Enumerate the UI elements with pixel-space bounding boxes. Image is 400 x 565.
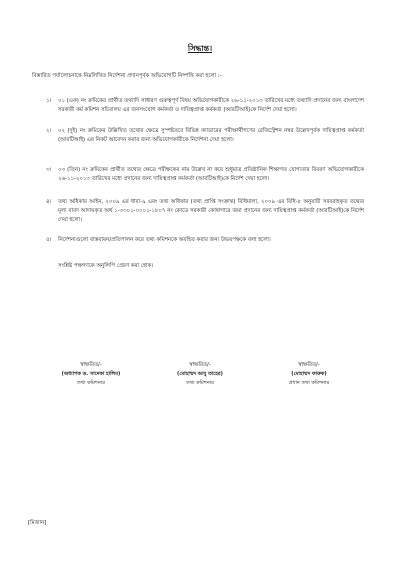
directive-text: ০১ (এক) নং ক্রমিকের প্রার্থীত তথ্যাদি সাধারণ গুরুত্বপূর্ণ বিষয় অভিযোগকারীকে ২৬-১১-২০১৩ তারিখের মধ্যে তথ্যাদি প্রদানের জন্য বাংলাদেশ সরকারী কর্ম কমিশন সচিবালয় এর জনসংযোগ কর্মকর্তা ও দায়িত্বপ্রাপ্ত কর্মকর্তা (আরটিআই)কে নির্দেশ দেয়া হলো। [58, 98, 364, 113]
signatory-name: (অধ্যাপক ড. সাদেকা হালিম) [61, 371, 121, 377]
copy-distribution-note: সংশ্লিষ্ট পক্ষগণকে অনুলিপি প্রেরণ করা হোক। [58, 263, 154, 269]
directive-number: ১। [46, 98, 52, 104]
footer-note: [মিজান] [28, 520, 47, 526]
signatory-role: প্রধান তথ্য কমিশনার [288, 380, 330, 386]
signatory-name: (মোহাম্মদ আবু তাহের) [177, 371, 223, 377]
signature-signed: স্বাক্ষরিত/- [189, 362, 211, 368]
signatory-role: তথ্য কমিশনার [77, 380, 105, 386]
directive-text: ০২ (দুই) নং ক্রমিকের উল্লিখিত তথ্যের ক্ষেত্রে সুস্পষ্টতবে বিভিন্ন ক্যাডারের পরীক্ষার্থীগণের রেজিস্ট্রেশন নম্বর উল্লেখপূর্বক দায়িত্বপ্রাপ্ত কর্মকর্তা (আরটিআই) এর নিকট আবেদন করার জন্য অভিযোগকারীকে নির্দেশনা দেয়া হলো। [58, 128, 364, 143]
signature-signed: স্বাক্ষরিত/- [80, 362, 102, 368]
directive-number: ২। [46, 128, 52, 134]
directive-number: ৪। [46, 199, 52, 205]
signatory-name: (মোহাম্মদ ফারুক) [291, 371, 327, 377]
directive-text: ০৩ (তিন) নং ক্রমিকের প্রার্থীত তথ্যের ক্ষেত্রে পরীক্ষকের নাম উল্লেখ না করে শুধুমাত্র প্রতিষ্ঠানিক শিক্ষাগত যোগ্যতার বিবরণ অভিযোগকারীকে ২৬-১১-২০১৩ তারিখের মধ্যে প্রদানের জন্য দায়িত্বপ্রাপ্ত কর্মকর্তা (আরটিআই)কে নির্দেশ দেয়া হলো। [58, 167, 364, 182]
directive-number: ৫। [46, 237, 52, 243]
signature-block [254, 361, 364, 388]
signature-block [36, 361, 146, 388]
decision-title: সিদ্ধান্ত। [187, 44, 213, 53]
signatory-role: তথ্য কমিশনার [186, 380, 214, 386]
directive-number: ৩। [46, 167, 52, 173]
signature-block [145, 361, 255, 388]
signature-signed: স্বাক্ষরিত/- [298, 362, 320, 368]
directive-text: তথ্য অধিকার আইন, ২০০৯ এর ধারা-৯ এবং তথ্য অধিকার (তথ্য প্রাপ্তি সংক্রান্ত) বিধিমালা, ২০০৯ এর বিধি-৮ অনুযায়ী সরবরাহকৃত তথ্যের মূল্য বাবদ আদায়কৃত অর্থ ১-৩৩০১-০০০১-১৮০৭ নং কোডে সরকারী কোষাগারে জমা প্রদানের জন্য দায়িত্বপ্রাপ্ত কর্মকর্তা (আরটিআই)কে নির্দেশ দেয়া হলো। [58, 199, 364, 223]
directive-text: নির্দেশনাগুলো বাস্তবায়ন/প্রতিপালন করে তথ্য কমিশনকে অবহিত করার জন্য উভয়পক্ষকে বলা হলো। [58, 237, 271, 243]
intro-paragraph: বিস্তারিত পর্যালোচনান্তে নিম্নলিখিত নির্দেশনা প্রদানপূর্বক অভিযোগটি নিষ্পত্তি করা হলো :- [32, 73, 222, 79]
